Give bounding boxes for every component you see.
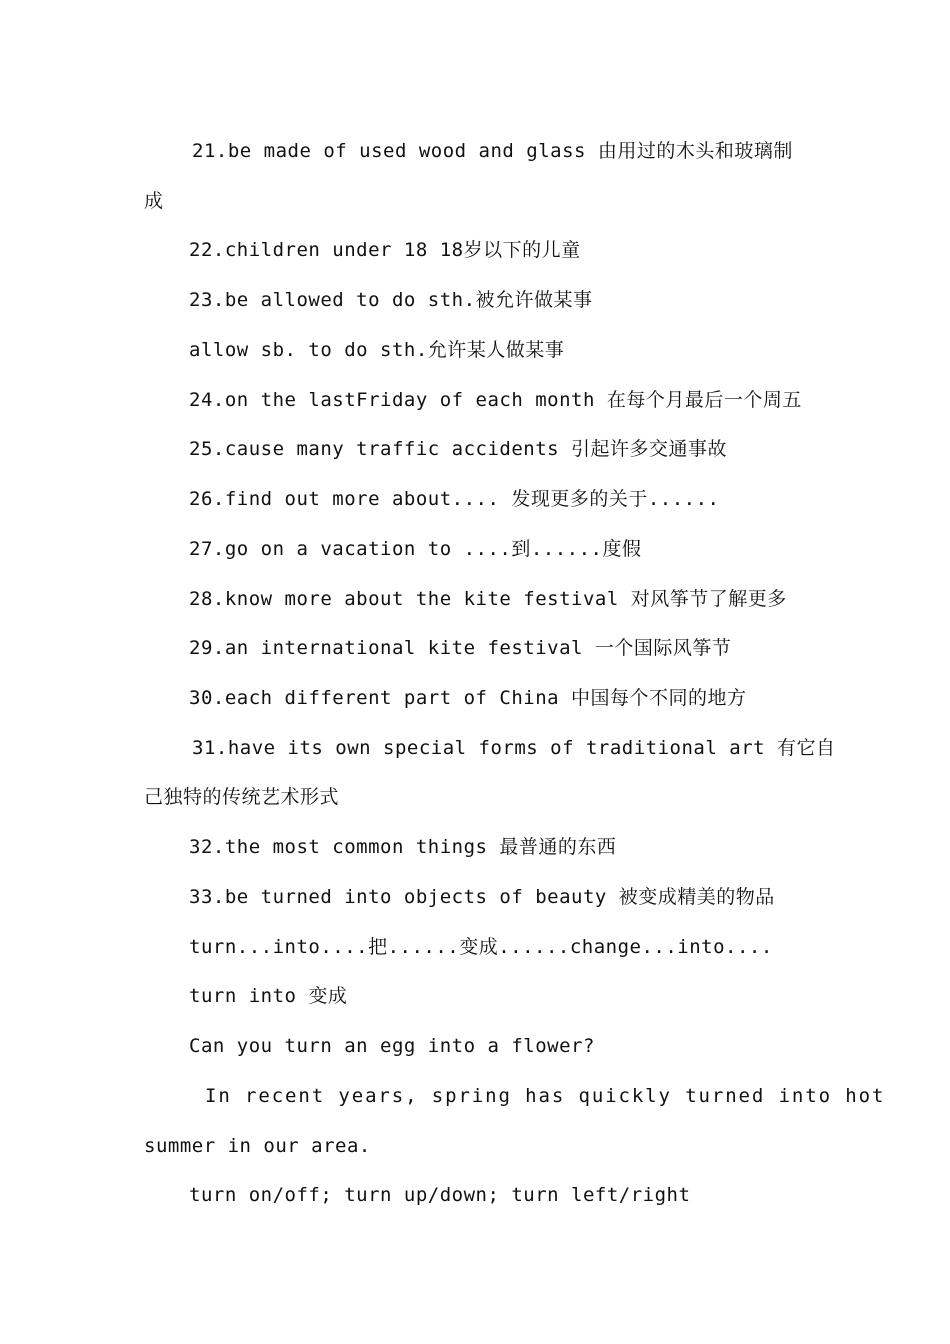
text-line-33: 33.be turned into objects of beauty 被变成精美的物品 <box>189 886 775 908</box>
text-line-turn-into: turn into 变成 <box>189 985 348 1007</box>
text-line-example-egg: Can you turn an egg into a flower? <box>189 1035 595 1057</box>
text-line-27: 27.go on a vacation to ....到......度假 <box>189 538 642 560</box>
text-line-24: 24.on the lastFriday of each month 在每个月最后一个周五 <box>189 389 802 411</box>
text-line-26: 26.find out more about.... 发现更多的关于...... <box>189 488 720 510</box>
text-line-22: 22.children under 18 18岁以下的儿童 <box>189 239 581 261</box>
text-line-29: 29.an international kite festival 一个国际风筝节 <box>189 637 732 659</box>
text-line-example-spring-a: In recent years, spring has quickly turned into hot <box>205 1085 886 1107</box>
text-line-23-allow: allow sb. to do sth.允许某人做某事 <box>189 339 565 361</box>
text-line-21a: 21.be made of used wood and glass 由用过的木头和玻璃制 <box>192 140 793 162</box>
text-line-23: 23.be allowed to do sth.被允许做某事 <box>189 289 593 311</box>
text-line-example-spring-b: summer in our area. <box>144 1135 371 1157</box>
text-line-32: 32.the most common things 最普通的东西 <box>189 836 617 858</box>
text-line-31b: 己独特的传统艺术形式 <box>144 786 340 808</box>
text-line-28: 28.know more about the kite festival 对风筝节了解更多 <box>189 588 787 610</box>
text-line-turn-into-change: turn...into....把......变成......change...into.... <box>189 936 773 958</box>
text-line-21b: 成 <box>144 190 164 212</box>
text-line-turn-phrases: turn on/off; turn up/down; turn left/right <box>189 1184 691 1206</box>
text-line-30: 30.each different part of China 中国每个不同的地方 <box>189 687 747 709</box>
text-line-31a: 31.have its own special forms of traditional art 有它自 <box>192 737 836 759</box>
text-line-25: 25.cause many traffic accidents 引起许多交通事故 <box>189 438 728 460</box>
